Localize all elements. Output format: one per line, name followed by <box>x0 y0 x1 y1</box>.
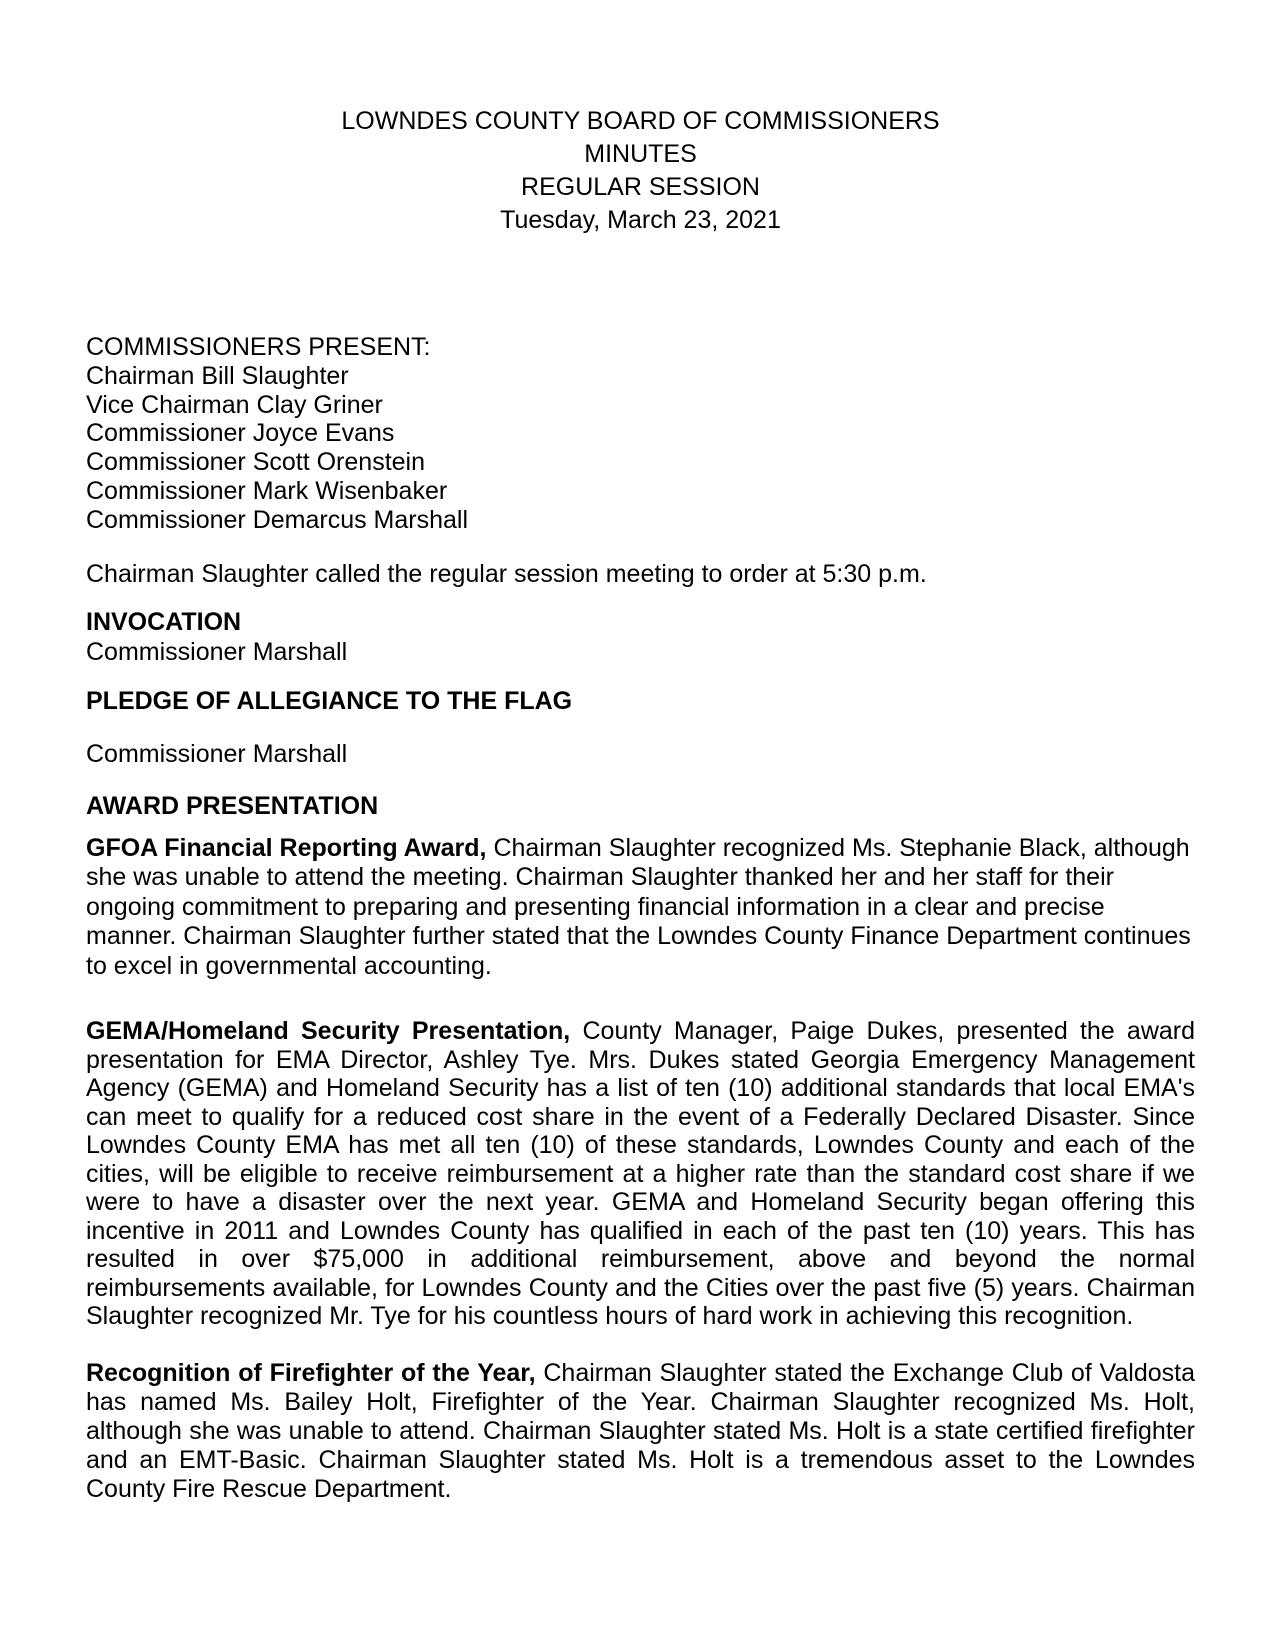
attendance-member: Commissioner Joyce Evans <box>86 419 395 448</box>
header-org-line: LOWNDES COUNTY BOARD OF COMMISSIONERS <box>341 107 940 135</box>
gema-presentation-paragraph <box>86 1017 1195 1331</box>
gfoa-award-text: Chairman Slaughter recognized Ms. Stephanie Black, although she was unable to attend the meeting. Chairman Slaughter thanked her and her staff for their ongoing commitment to preparing and presenting financial information in a clear and precise manner. Chairman Slaughter further stated that the Lowndes County Finance Department continues to excel in governmental accounting. <box>86 833 1191 980</box>
attendance-member: Commissioner Demarcus Marshall <box>86 505 469 534</box>
attendance-member: Vice Chairman Clay Griner <box>86 390 383 419</box>
firefighter-recognition-lead: Recognition of Firefighter of the Year, <box>86 1358 536 1387</box>
gema-presentation-text: County Manager, Paige Dukes, presented the award presentation for EMA Director, Ashley Tye. Mrs. Dukes stated Georgia Emergency Management Agency (GEMA) and Homeland Security has a list of ten (10) additional standards that local EMA's can meet to qualify for a reduced cost share in the event of a Federally Declared Disaster. Since Lowndes County EMA has met all ten (10) of these standards, Lowndes County and each of the cities, will be eligible to receive reimbursement at a higher rate than the standard cost share if we were to have a disaster over the next year. GEMA and Homeland Security began offering this incentive in 2011 and Lowndes County has qualified in each of the past ten (10) years. This has resulted in over $75,000 in additional reimbursement, above and beyond the normal reimbursements available, for Lowndes County and the Cities over the past five (5) years. Chairman Slaughter recognized Mr. Tye for his countless hours of hard work in achieving this recognition. <box>86 1017 1196 1331</box>
firefighter-recognition-paragraph <box>86 1359 1195 1504</box>
gfoa-award-paragraph <box>86 834 1195 982</box>
attendance-member: Commissioner Scott Orenstein <box>86 448 426 477</box>
invocation-heading: INVOCATION <box>86 607 242 636</box>
gfoa-award-lead: GFOA Financial Reporting Award, <box>86 833 487 862</box>
gema-presentation-lead: GEMA/Homeland Security Presentation, <box>86 1017 571 1046</box>
call-to-order-line: Chairman Slaughter called the regular session meeting to order at 5:30 p.m. <box>86 559 927 588</box>
attendance-section <box>86 333 1195 535</box>
firefighter-recognition-text: Chairman Slaughter stated the Exchange Club of Valdosta has named Ms. Bailey Holt, Firefighter of the Year. Chairman Slaughter recognized Ms. Holt, although she was unable to attend. Chairman Slaughter stated Ms. Holt is a state certified firefighter and an EMT-Basic. Chairman Slaughter stated Ms. Holt is a tremendous asset to the Lowndes County Fire Rescue Department. <box>86 1358 1195 1503</box>
header-minutes-line: MINUTES <box>584 140 697 168</box>
header-session-line: REGULAR SESSION <box>521 173 760 201</box>
pledge-heading: PLEDGE OF ALLEGIANCE TO THE FLAG <box>86 686 573 715</box>
attendance-heading: COMMISSIONERS PRESENT: <box>86 333 431 361</box>
award-presentation-heading: AWARD PRESENTATION <box>86 791 379 820</box>
invocation-presenter: Commissioner Marshall <box>86 637 348 666</box>
attendance-member: Chairman Bill Slaughter <box>86 361 349 390</box>
attendance-member: Commissioner Mark Wisenbaker <box>86 476 448 505</box>
header-date-line: Tuesday, March 23, 2021 <box>500 206 781 234</box>
document-header <box>86 105 1195 237</box>
pledge-presenter: Commissioner Marshall <box>86 739 348 768</box>
